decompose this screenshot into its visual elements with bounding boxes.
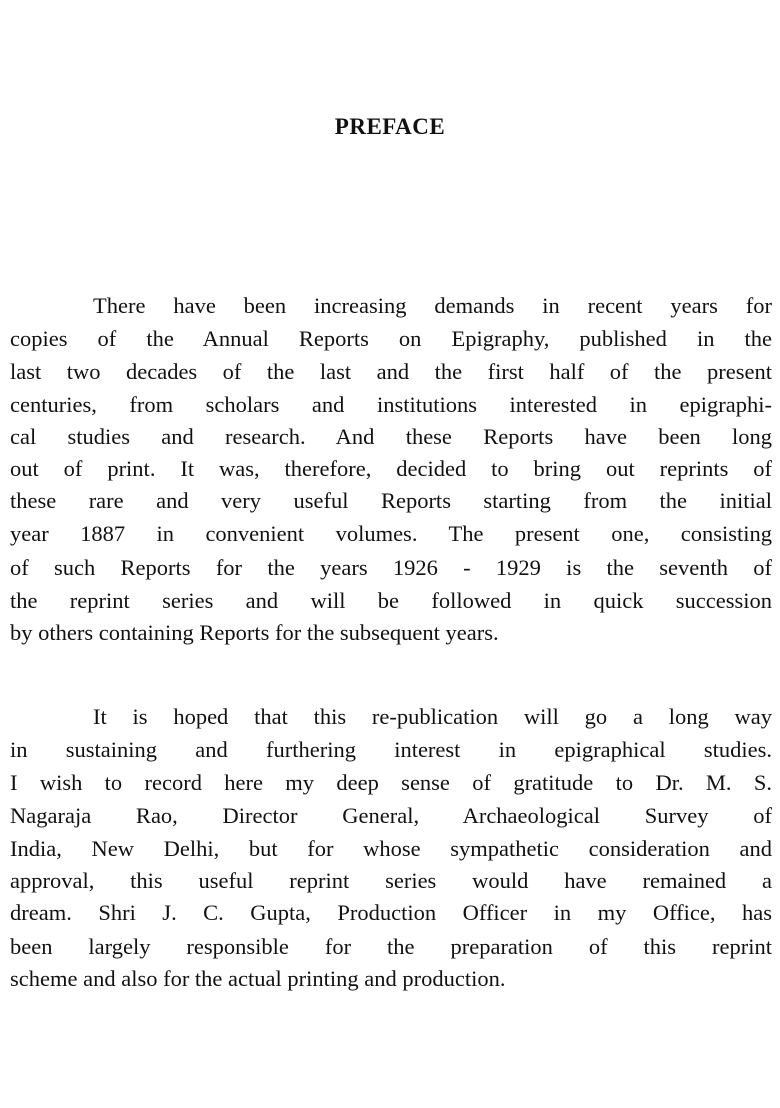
text-line <box>10 835 772 863</box>
line-text: approval, this useful reprint series would have remained a <box>10 868 772 893</box>
line-text: these rare and very useful Reports starting from the initial <box>10 488 772 513</box>
line-text: in sustaining and furthering interest in epigraphical studies. <box>10 737 772 762</box>
line-text: I wish to record here my deep sense of gratitude to Dr. M. S. <box>10 770 772 795</box>
line-text: the reprint series and will be followed in quick succession <box>10 588 772 613</box>
text-line <box>93 292 772 320</box>
text-line <box>10 933 772 961</box>
text-line <box>10 520 772 548</box>
line-text: copies of the Annual Reports on Epigraphy, published in the <box>10 326 772 351</box>
text-line <box>10 899 772 927</box>
line-text: Nagaraja Rao, Director General, Archaeological Survey of <box>10 803 772 828</box>
line-text: out of print. It was, therefore, decided to bring out reprints of <box>10 456 772 481</box>
text-line <box>93 703 772 731</box>
text-line <box>10 867 772 895</box>
text-line <box>10 769 772 797</box>
line-text: last two decades of the last and the first half of the present <box>10 359 772 384</box>
text-line <box>10 554 772 582</box>
line-text: It is hoped that this re-publication will go a long way <box>93 704 772 729</box>
line-text: centuries, from scholars and institutions interested in epigraphi- <box>10 392 772 417</box>
line-text: There have been increasing demands in recent years for <box>93 293 772 318</box>
text-line <box>10 325 772 353</box>
text-line <box>10 736 772 764</box>
text-line <box>10 965 772 993</box>
line-text: year 1887 in convenient volumes. The present one, consisting <box>10 521 772 546</box>
line-text: been largely responsible for the preparation of this reprint <box>10 934 772 959</box>
text-line <box>10 358 772 386</box>
page-title: PREFACE <box>334 114 446 139</box>
line-text: of such Reports for the years 1926 - 1929 is the seventh of <box>10 555 772 580</box>
text-line <box>10 391 772 419</box>
line-text: dream. Shri J. C. Gupta, Production Officer in my Office, has <box>10 900 772 925</box>
text-line <box>10 587 772 615</box>
text-line <box>10 802 772 830</box>
line-text: scheme and also for the actual printing and production. <box>10 966 506 991</box>
line-text: cal studies and research. And these Reports have been long <box>10 424 772 449</box>
text-line <box>10 487 772 515</box>
text-line <box>10 423 772 451</box>
text-line <box>10 619 772 647</box>
text-line <box>10 455 772 483</box>
line-text: India, New Delhi, but for whose sympathetic consideration and <box>10 836 772 861</box>
line-text: by others containing Reports for the subsequent years. <box>10 620 499 645</box>
